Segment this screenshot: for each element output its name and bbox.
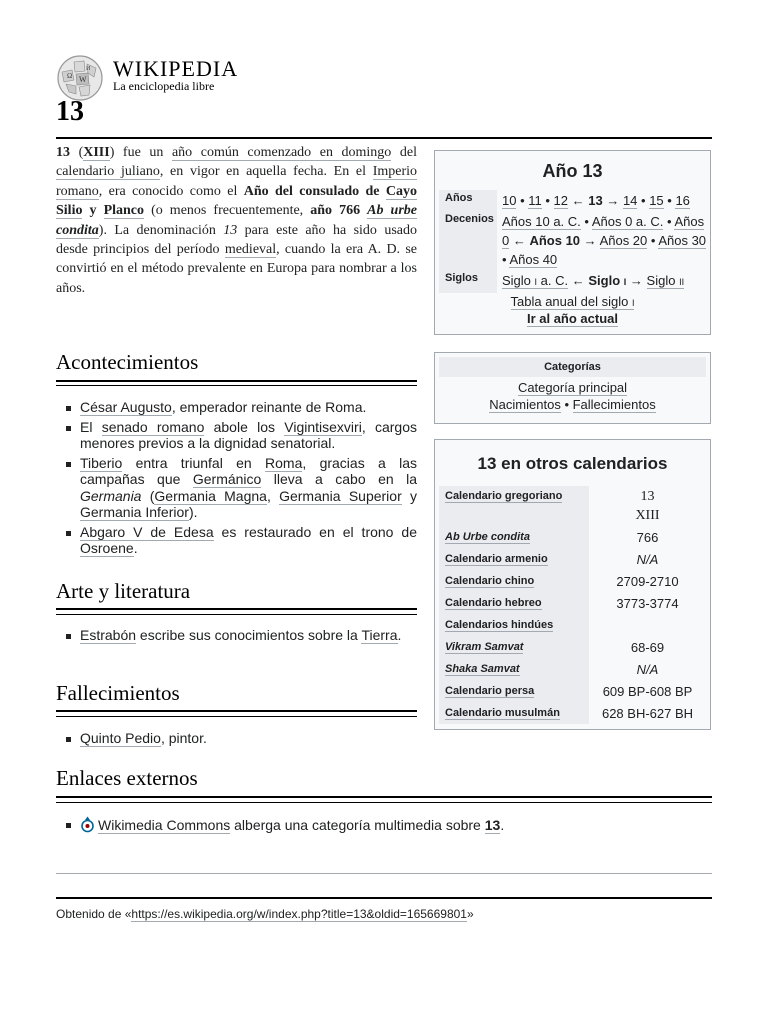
heading-rule xyxy=(56,710,417,712)
ir-ano-actual-row xyxy=(435,311,710,326)
link-cayo-silio[interactable]: Cayo Silio xyxy=(56,183,417,219)
item-text: abole los xyxy=(204,418,285,435)
siglo-numeral: I xyxy=(623,277,627,287)
tabla-numeral: I xyxy=(631,298,635,308)
link-calendario-persa[interactable]: Calendario persa xyxy=(445,684,535,697)
current-decenio: Años 10 xyxy=(529,233,581,248)
item-text: . xyxy=(500,817,505,833)
categorias-links-row xyxy=(435,397,710,412)
link-decenio-40[interactable]: Años 40 xyxy=(509,252,558,267)
link-germania-superior[interactable]: Germania Superior xyxy=(279,487,402,504)
categorias-title: Categorías xyxy=(439,357,706,377)
link-siglo-2[interactable] xyxy=(647,273,685,289)
item-text: . xyxy=(397,627,402,643)
cal-row-gregoriano xyxy=(439,486,706,526)
link-calendario-juliano[interactable]: calendario juliano xyxy=(56,164,160,180)
link-ir-ano-actual[interactable]: Ir al año actual xyxy=(526,311,619,326)
cal-value: 3773-3774 xyxy=(616,595,679,611)
list-item xyxy=(56,399,417,416)
link-calendario-musulman[interactable]: Calendario musulmán xyxy=(445,706,560,719)
heading-enlaces-externos: Enlaces externos xyxy=(56,766,198,790)
intro-text: ) fue un xyxy=(109,145,172,160)
heading-rule xyxy=(56,385,417,386)
intro-text: , cuando la era A. D. se convirtió en el método prevalente en Europa para nombrar a los años. xyxy=(56,242,417,296)
siglo-label: Siglo xyxy=(588,273,621,288)
tabla-anual-row xyxy=(435,294,710,309)
heading-rule xyxy=(56,608,417,610)
link-abgaro-v[interactable]: Abgaro V de Edesa xyxy=(80,523,214,540)
footer-source xyxy=(56,907,474,921)
item-text: ( xyxy=(141,487,155,504)
link-vikram-samvat[interactable]: Vikram Samvat xyxy=(445,641,524,653)
infobox-row-siglos xyxy=(435,270,710,293)
heading-rule xyxy=(56,796,712,798)
heading-rule xyxy=(56,380,417,382)
cal-value: 2709-2710 xyxy=(616,573,679,589)
cal-row-musulman xyxy=(439,702,706,724)
heading-rule xyxy=(56,614,417,615)
heading-acontecimientos: Acontecimientos xyxy=(56,350,199,374)
decenios-nav: Años 10 a. C. • Años 0 a. C. • Años 0 ← Años 10 → Años 20 • Años 30 • Años 40 xyxy=(502,214,707,267)
infobox-year xyxy=(434,150,711,335)
link-ano-comun-domingo[interactable]: año común comenzado en domingo xyxy=(171,145,392,160)
list-item xyxy=(56,419,417,452)
link-wikimedia-commons[interactable]: Wikimedia Commons xyxy=(98,817,231,833)
item-text: . xyxy=(133,540,138,556)
item-text: ). xyxy=(188,504,198,520)
link-year-16[interactable]: 16 xyxy=(675,193,690,208)
link-planco[interactable]: Planco xyxy=(103,203,145,219)
intro-text: (o menos frecuentemente, xyxy=(144,203,311,219)
link-germanico[interactable]: Germánico xyxy=(192,471,262,487)
link-ab-urbe-condita-cal[interactable]: Ab Urbe condita xyxy=(445,531,530,543)
siglo-numeral: II xyxy=(679,277,685,287)
commons-icon xyxy=(80,816,95,837)
link-commons-13[interactable]: 13 xyxy=(484,817,501,833)
infobox-row-anos xyxy=(435,190,710,211)
list-item xyxy=(56,455,417,521)
link-calendario-hebreo[interactable]: Calendario hebreo xyxy=(445,596,542,609)
link-calendario-armenio[interactable]: Calendario armenio xyxy=(445,552,548,565)
intro-text: , era conocido como el xyxy=(98,183,244,199)
link-tabla-anual[interactable] xyxy=(511,294,635,310)
intro-bold: año 766 xyxy=(310,203,368,219)
list-arte xyxy=(56,627,417,647)
link-year-12[interactable]: 12 xyxy=(553,193,568,208)
link-decenio-10ac[interactable]: Años 10 a. C. xyxy=(502,214,581,229)
cal-value: N/A xyxy=(636,551,659,567)
list-item xyxy=(56,730,417,747)
current-siglo xyxy=(588,273,626,288)
intro-text: , en vigor en aquella fecha. En el xyxy=(159,164,373,180)
link-decenio-0[interactable]: Años 0 xyxy=(502,214,705,248)
cal-value: 766 xyxy=(636,529,659,545)
siglo-label: Siglo xyxy=(646,273,676,288)
list-enlaces xyxy=(56,816,712,840)
item-text: escribe sus conocimientos sobre la xyxy=(136,627,362,643)
cal-row-auc xyxy=(439,526,706,548)
item-text: alberga una categoría multimedia sobre xyxy=(230,817,485,833)
intro-text: ( xyxy=(70,145,84,160)
link-germania-magna[interactable]: Germania Magna xyxy=(154,487,267,504)
label-siglos: Siglos xyxy=(439,270,497,293)
footer-divider xyxy=(56,897,712,899)
footer-prefix: Obtenido de « xyxy=(56,907,132,921)
intro-text: del xyxy=(391,145,417,160)
cal-value-roman: XIII xyxy=(635,508,660,523)
link-roma[interactable]: Roma xyxy=(265,454,303,471)
heading-arte-literatura: Arte y literatura xyxy=(56,579,191,603)
link-year-15[interactable]: 15 xyxy=(649,193,664,208)
link-estrabon[interactable]: Estrabón xyxy=(80,627,137,643)
link-quinto-pedio[interactable]: Quinto Pedio xyxy=(80,730,161,746)
wikipedia-tagline: La enciclopedia libre xyxy=(113,79,215,93)
link-senado-romano[interactable]: senado romano xyxy=(101,418,205,435)
link-calendario-gregoriano[interactable]: Calendario gregoriano xyxy=(445,490,563,502)
label-anos: Años xyxy=(439,190,497,211)
cal-row-vikram xyxy=(439,636,706,658)
list-acontecimientos xyxy=(56,399,417,560)
infobox-row-decenios xyxy=(435,211,710,270)
siglos-nav: Siglo I a. C. ← Siglo I → Siglo II xyxy=(502,273,685,288)
list-item xyxy=(56,816,712,837)
separator: • xyxy=(560,397,573,412)
intro-paragraph xyxy=(56,143,417,298)
intro-bold: Año del consulado de xyxy=(243,183,386,199)
calendarios-title: 13 en otros calendarios xyxy=(477,454,668,473)
link-year-14[interactable]: 14 xyxy=(622,193,638,208)
intro-bold: y xyxy=(82,203,104,219)
item-text: es restaurado en el trono de xyxy=(213,523,417,540)
infobox-year-title: Año 13 xyxy=(542,161,603,181)
link-fallecimientos[interactable]: Fallecimientos xyxy=(572,397,656,412)
anos-nav: 10 • 11 • 12 ← 13 → 14 • 15 • 16 xyxy=(502,193,690,208)
heading-rule xyxy=(56,802,712,803)
cal-value: 628 BH-627 BH xyxy=(601,705,694,721)
siglo-label: Siglo xyxy=(502,273,531,288)
link-ab-urbe-condita[interactable]: Ab urbe condita xyxy=(56,203,417,238)
item-text: , gracias a las campañas que xyxy=(80,454,417,487)
list-item xyxy=(56,627,417,644)
item-text: lleva a cabo en la xyxy=(261,471,417,487)
item-text: El xyxy=(80,418,102,435)
intro-text: para este año ha sido usado desde principios del período xyxy=(56,222,417,258)
cal-row-persa xyxy=(439,680,706,702)
cal-value: 13 xyxy=(640,489,655,504)
link-calendarios-hindues[interactable]: Calendarios hindúes xyxy=(445,618,554,631)
item-text: , emperador reinante de Roma. xyxy=(171,399,367,415)
svg-text:Ω: Ω xyxy=(67,72,73,80)
link-germania-inferior[interactable]: Germania Inferior xyxy=(80,504,189,520)
svg-text:W: W xyxy=(79,75,87,84)
footer-suffix: » xyxy=(466,907,474,921)
item-text: , cargos menores previos a la dignidad senatorial. xyxy=(80,418,417,451)
calendarios-table xyxy=(439,486,706,724)
list-fallecimientos xyxy=(56,730,417,750)
link-nacimientos[interactable]: Nacimientos xyxy=(489,397,561,412)
cal-row-hindues xyxy=(439,614,706,636)
link-siglo-1ac[interactable] xyxy=(502,273,568,289)
cal-row-chino xyxy=(439,570,706,592)
link-medieval[interactable]: medieval xyxy=(224,242,277,258)
link-vigintisexviri[interactable]: Vigintisexviri xyxy=(284,418,362,435)
item-text: , xyxy=(266,487,280,504)
link-decenio-20[interactable]: Años 20 xyxy=(599,233,648,248)
link-tierra[interactable]: Tierra xyxy=(361,627,398,643)
intro-bold-13: 13 xyxy=(56,145,70,160)
title-divider xyxy=(56,137,712,139)
link-xiii[interactable]: XIII xyxy=(83,145,110,160)
link-categoria-principal[interactable]: Categoría principal xyxy=(517,380,628,395)
cal-row-hebreo xyxy=(439,592,706,614)
siglo-suffix: a. C. xyxy=(537,273,569,288)
item-text: y xyxy=(401,487,418,504)
cal-value: N/A xyxy=(636,661,659,677)
tabla-label: Tabla anual del siglo xyxy=(510,294,629,309)
link-year-11[interactable]: 11 xyxy=(528,193,542,208)
link-year-10[interactable]: 10 xyxy=(502,193,517,208)
footer-divider xyxy=(56,873,712,874)
current-year: 13 xyxy=(588,193,603,208)
link-cesar-augusto[interactable]: César Augusto xyxy=(80,399,172,415)
link-decenio-30[interactable]: Años 30 xyxy=(658,233,707,248)
link-decenio-0ac[interactable]: Años 0 a. C. xyxy=(591,214,664,229)
categorias-principal-row xyxy=(435,380,710,395)
wikipedia-wordmark[interactable]: WIKIPEDIA xyxy=(113,56,239,81)
item-text: entra triunfal en xyxy=(122,454,266,471)
item-italic: Germania xyxy=(80,487,142,504)
svg-text:И: И xyxy=(86,66,91,72)
label-decenios: Decenios xyxy=(439,211,497,270)
heading-fallecimientos: Fallecimientos xyxy=(56,681,180,705)
cal-row-shaka xyxy=(439,658,706,680)
infobox-categorias xyxy=(434,352,711,424)
infobox-calendarios xyxy=(434,439,711,730)
cal-value: 609 BP-608 BP xyxy=(602,683,693,699)
intro-italic: 13 xyxy=(223,222,238,238)
link-shaka-samvat[interactable]: Shaka Samvat xyxy=(445,663,520,675)
intro-text: ). La denominación xyxy=(98,222,224,238)
heading-rule xyxy=(56,716,417,717)
link-source-url[interactable]: https://es.wikipedia.org/w/index.php?title=13&oldid=165669801 xyxy=(131,907,467,921)
link-osroene[interactable]: Osroene xyxy=(80,540,134,556)
cal-row-armenio xyxy=(439,548,706,570)
link-imperio-romano[interactable]: Imperio romano xyxy=(56,164,418,199)
wikipedia-globe-logo[interactable] xyxy=(56,54,104,102)
item-text: , pintor. xyxy=(160,730,207,746)
cal-value: 68-69 xyxy=(630,639,665,655)
link-calendario-chino[interactable]: Calendario chino xyxy=(445,574,535,587)
siglo-numeral: I xyxy=(534,277,538,287)
list-item xyxy=(56,524,417,557)
page-title: 13 xyxy=(56,96,84,127)
link-tiberio[interactable]: Tiberio xyxy=(80,454,123,471)
